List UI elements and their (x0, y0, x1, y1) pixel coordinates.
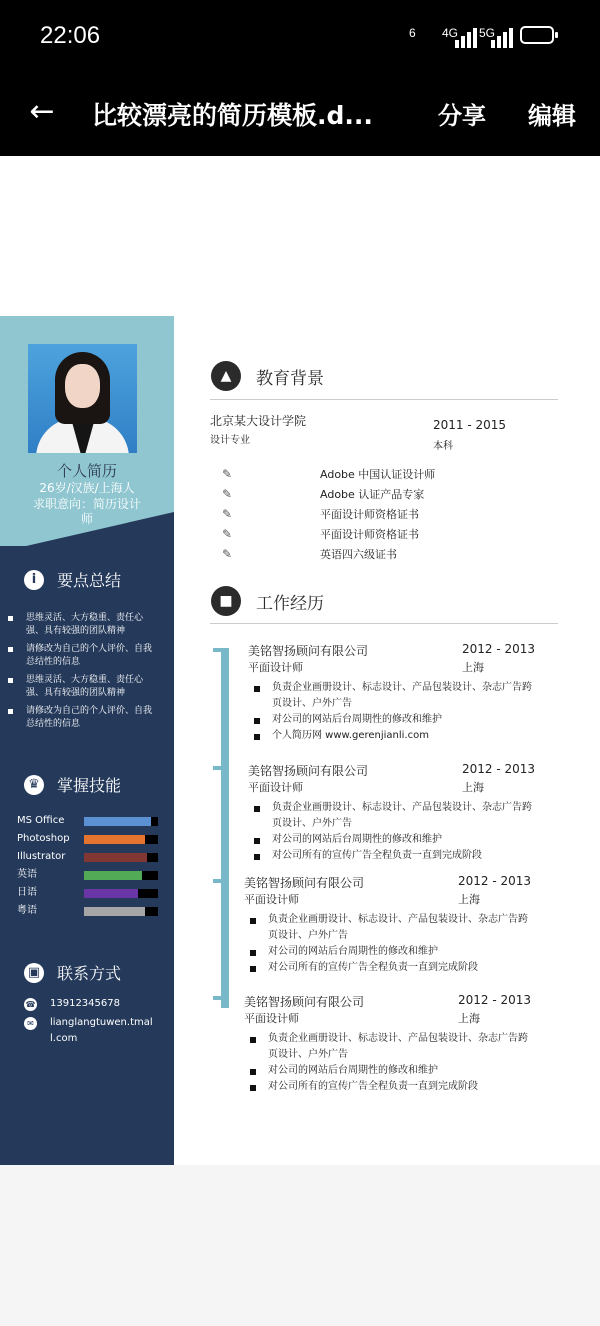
network-5g-label: 5G (479, 26, 496, 40)
arrow-left-icon[interactable]: ← (29, 94, 55, 129)
skill-bar (84, 817, 158, 826)
mail-icon: ✉ (24, 1017, 37, 1030)
job-role: 平面设计师 (244, 1012, 299, 1025)
major: 设计专业 (210, 435, 250, 446)
skills-list (17, 812, 159, 920)
phone-icon: ☎ (25, 1000, 36, 1009)
certificate-item (222, 465, 522, 485)
status-bar (0, 0, 600, 76)
duty-item: 对公司所有的宣传广告全程负责一直到完成阶段 (250, 1079, 532, 1095)
education-years: 2011 - 2015 (433, 418, 507, 432)
divider (210, 399, 558, 400)
company-name: 美铭智扬顾问有限公司 (248, 764, 369, 778)
work-entry (248, 642, 558, 752)
skill-name: 粤语 (17, 905, 37, 916)
summary-heading (24, 568, 121, 591)
duty-item: 对公司的网站后台周期性的修改和维护 (250, 1063, 532, 1079)
school-name: 北京某大设计学院 (210, 414, 307, 428)
graduation-cap-icon: ▲ (211, 361, 241, 391)
summary-item: 请修改为自己的个人评价、自我总结性的信息 (8, 643, 158, 669)
duty-item: 负责企业画册设计、标志设计、产品包装设计、杂志广告跨页设计、户外广告 (250, 912, 532, 944)
wifi-indicator: 6 (409, 26, 416, 40)
battery-icon (520, 26, 554, 44)
duty-item: 个人简历网 www.gerenjianli.com (254, 728, 536, 744)
work-heading (211, 586, 324, 616)
duty-item: 负责企业画册设计、标志设计、产品包装设计、杂志广告跨页设计、户外广告 (250, 1031, 532, 1063)
info-icon: i (24, 570, 44, 590)
pen-icon: ✎ (222, 507, 233, 521)
duty-item: 对公司所有的宣传广告全程负责一直到完成阶段 (250, 960, 532, 976)
profile-photo (28, 344, 137, 453)
certificate-name: 平面设计师资格证书 (320, 508, 419, 521)
skill-level (84, 835, 145, 844)
share-button[interactable]: 分享 (438, 102, 486, 130)
duty-list (254, 680, 536, 744)
skill-row (17, 902, 159, 920)
job-city: 上海 (462, 781, 484, 794)
duty-item: 对公司所有的宣传广告全程负责一直到完成阶段 (254, 848, 536, 864)
duty-list (250, 1031, 532, 1095)
skill-level (84, 889, 138, 898)
email-line: lianglangtuwen.tmal (50, 1017, 153, 1028)
skill-name: MS Office (17, 815, 65, 826)
skill-bar (84, 835, 158, 844)
job-city: 上海 (462, 661, 484, 674)
skill-level (84, 871, 142, 880)
summary-item: 请修改为自己的个人评价、自我总结性的信息 (8, 705, 158, 731)
contact-title: 联系方式 (57, 964, 122, 983)
skill-bar (84, 853, 158, 862)
job-city: 上海 (458, 893, 480, 906)
email-line: l.com (50, 1033, 78, 1044)
skill-bar (84, 889, 158, 898)
crown-icon: ♛ (24, 775, 44, 795)
duty-item: 对公司的网站后台周期性的修改和维护 (250, 944, 532, 960)
contact-list (24, 996, 164, 1050)
duty-item: 对公司的网站后台周期性的修改和维护 (254, 712, 536, 728)
certificate-item (222, 485, 522, 505)
job-role: 平面设计师 (248, 781, 303, 794)
skill-row (17, 866, 159, 884)
pen-icon: ✎ (222, 467, 233, 481)
job-city: 上海 (458, 1012, 480, 1025)
resume-page (0, 316, 600, 1165)
skill-level (84, 853, 147, 862)
skill-level (84, 907, 145, 916)
duty-item: 对公司的网站后台周期性的修改和维护 (254, 832, 536, 848)
contact-heading (24, 961, 121, 984)
skill-row (17, 848, 159, 866)
resume-title: 个人简历 (56, 462, 117, 480)
skills-heading (24, 773, 121, 796)
skill-bar (84, 907, 158, 916)
certificate-name: Adobe 认证产品专家 (320, 488, 425, 501)
company-name: 美铭智扬顾问有限公司 (244, 876, 365, 890)
divider (210, 623, 558, 624)
work-dates: 2012 - 2013 (462, 762, 536, 776)
degree: 本科 (433, 441, 453, 452)
contact-card-icon: ▣ (24, 963, 44, 983)
summary-item: 思维灵活、大方稳重、责任心强、具有较强的团队精神 (8, 612, 158, 638)
skills-title: 掌握技能 (57, 776, 122, 795)
duty-list (250, 912, 532, 976)
skill-bar (84, 871, 158, 880)
skill-row (17, 830, 159, 848)
company-name: 美铭智扬顾问有限公司 (248, 644, 369, 658)
work-dates: 2012 - 2013 (462, 642, 536, 656)
phone-number: 13912345678 (50, 998, 120, 1009)
certificate-list (222, 465, 522, 565)
work-dates: 2012 - 2013 (458, 993, 532, 1007)
summary-list (8, 612, 158, 736)
certificate-item (222, 525, 522, 545)
phone-row (24, 996, 164, 1012)
skill-name: 英语 (17, 869, 37, 880)
work-entry (244, 874, 554, 984)
document-toolbar (0, 76, 600, 156)
education-heading (211, 361, 324, 391)
work-dates: 2012 - 2013 (458, 874, 532, 888)
skill-row (17, 884, 159, 902)
email-row (24, 1015, 164, 1047)
signal-icon (455, 26, 481, 48)
job-role: 平面设计师 (244, 893, 299, 906)
certificate-name: 英语四六级证书 (320, 548, 397, 561)
certificate-item (222, 545, 522, 565)
job-intent: 求职意向：简历设计师 (32, 497, 141, 526)
clock: 22:06 (40, 22, 101, 49)
personal-meta: 26岁/汉族/上海人 (39, 481, 135, 495)
skill-name: 日语 (17, 887, 37, 898)
work-entry (248, 762, 558, 872)
edit-button[interactable]: 编辑 (528, 102, 576, 130)
document-page-top (0, 156, 600, 316)
summary-title: 要点总结 (57, 571, 122, 590)
certificate-name: Adobe 中国认证设计师 (320, 468, 436, 481)
signal-icon (491, 26, 517, 48)
company-name: 美铭智扬顾问有限公司 (244, 995, 365, 1009)
pen-icon: ✎ (222, 487, 233, 501)
skill-level (84, 817, 151, 826)
document-title: 比较漂亮的简历模板.d... (92, 101, 373, 130)
duty-list (254, 800, 536, 864)
pen-icon: ✎ (222, 527, 233, 541)
pen-icon: ✎ (222, 547, 233, 561)
duty-item: 负责企业画册设计、标志设计、产品包装设计、杂志广告跨页设计、户外广告 (254, 680, 536, 712)
work-timeline (213, 648, 223, 1008)
summary-item: 思维灵活、大方稳重、责任心强、具有较强的团队精神 (8, 674, 158, 700)
work-title: 工作经历 (256, 593, 324, 614)
duty-item: 负责企业画册设计、标志设计、产品包装设计、杂志广告跨页设计、户外广告 (254, 800, 536, 832)
education-title: 教育背景 (256, 368, 324, 389)
skill-name: Illustrator (17, 851, 66, 862)
briefcase-icon: ■ (211, 586, 241, 616)
skill-name: Photoshop (17, 833, 70, 844)
skill-row (17, 812, 159, 830)
network-4g-label: 4G (442, 26, 459, 40)
certificate-item (222, 505, 522, 525)
work-entry (244, 993, 554, 1103)
job-role: 平面设计师 (248, 661, 303, 674)
certificate-name: 平面设计师资格证书 (320, 528, 419, 541)
